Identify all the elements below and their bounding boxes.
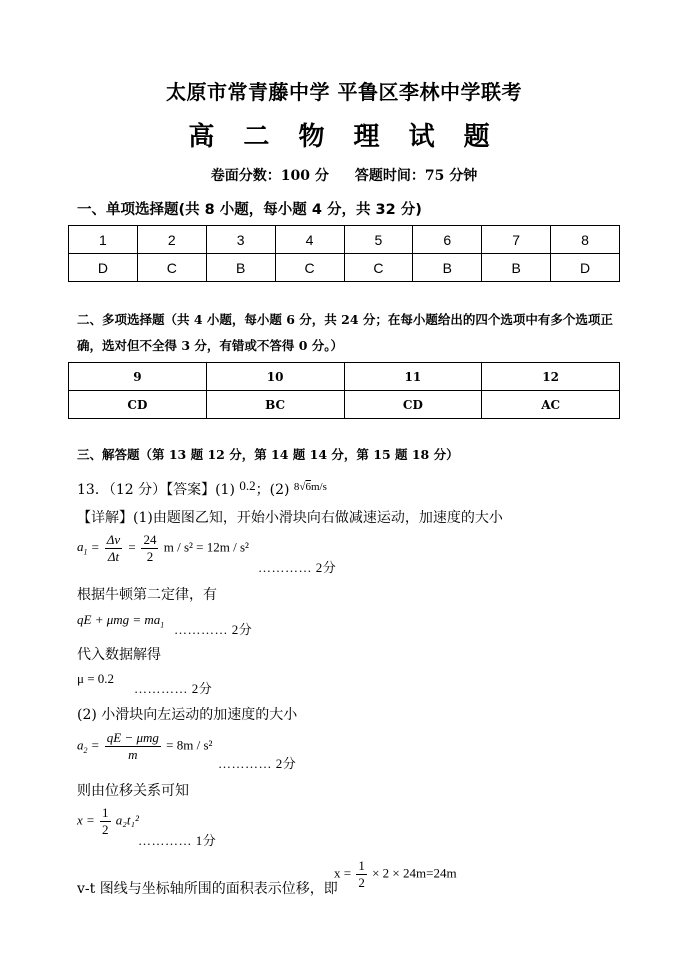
section2-heading: 二、多项选择题（共 4 小题，每小题 6 分，共 24 分；在每小题给出的四个选项中有多个选项正确，选对但不全得 3 分，有错或不答得 0 分。） (77, 312, 613, 353)
q13-answer-1: 0.2 (239, 478, 256, 493)
q13-answer-2 (294, 481, 327, 493)
table-cell: 2 (137, 226, 206, 254)
table-cell: 9 (69, 363, 207, 391)
fraction-dv-dt (105, 532, 122, 565)
substitute-text: 代入数据解得 (77, 647, 161, 663)
eq-rest: × 2 × 24m=24m (372, 865, 457, 881)
table-cell: B (482, 254, 551, 282)
newton-text: 根据牛顿第二定律，有 (77, 587, 217, 603)
table-cell: 1 (69, 226, 138, 254)
exam-meta (0, 165, 688, 185)
frac-numerator: 24 (143, 532, 157, 547)
equation-newton: qE + $\mu mg = ma_1$ (77, 612, 165, 630)
section3-heading: 三、解答题（第 13 题 12 分，第 14 题 14 分，第 15 题 18 分） (77, 447, 459, 462)
score-mark: ………… 1分 (138, 833, 217, 848)
exam-title: 太原市常青藤中学 平鲁区李林中学联考 (166, 80, 522, 104)
frac-numerator: 1 (358, 858, 365, 873)
table-cell: 6 (413, 226, 482, 254)
table-cell: C (137, 254, 206, 282)
sqrt-symbol: √ (299, 481, 306, 493)
eq-lhs: $a_1$ (77, 539, 88, 558)
frac-denominator: 2 (102, 822, 109, 837)
q13-mid: ；(2) (255, 482, 290, 498)
section1-heading: 一、单项选择题(共 8 小题，每小题 4 分，共 32 分) (77, 202, 422, 218)
eq-rest: a₂t₁² (115, 812, 139, 828)
frac-numerator: 1 (102, 805, 109, 820)
equation-mu: μ = 0.2 (77, 671, 115, 686)
answer-2-unit: m/s (310, 481, 327, 493)
eq-rest: = 8m / s² (166, 737, 213, 753)
vt-text: v-t 图线与坐标轴所围的面积表示位移，即 (77, 881, 338, 897)
table-cell: 4 (275, 226, 344, 254)
table-cell: D (551, 254, 620, 282)
equation-area (334, 858, 457, 891)
multi-choice-answer-table (68, 362, 620, 419)
frac-denominator: 2 (146, 549, 154, 564)
eq-rest: m / s² = 12m / s² (163, 539, 249, 555)
exam-subtitle: 高 二 物 理 试 题 (188, 122, 500, 152)
table-cell: 10 (206, 363, 344, 391)
fraction-24-2 (141, 532, 158, 565)
score-mark: ………… 2分 (134, 681, 213, 696)
equation-acceleration-1: $a_1$ = $\frac{\Delta v}{\Delta t}$ = $\frac{24}{2}$ m / s² = 12m / s² (77, 532, 249, 564)
table-cell: AC (482, 391, 620, 419)
table-row (69, 363, 620, 391)
score-mark: ………… 2分 (174, 622, 253, 637)
single-choice-answer-table (68, 225, 620, 282)
eq-lhs: x = (334, 865, 352, 881)
table-cell: 8 (551, 226, 620, 254)
table-cell: BC (206, 391, 344, 419)
answer-2-coefficient: 8 (293, 481, 300, 493)
equation-displacement (77, 805, 139, 838)
table-row (69, 226, 620, 254)
table-row (69, 391, 620, 419)
q13-prefix: 13．（12 分）【答案】(1) (77, 482, 235, 498)
table-cell: C (344, 254, 413, 282)
time-info: 答题时间：75 分钟 (354, 168, 478, 184)
frac-denominator: Δt (107, 549, 120, 564)
frac-numerator: qE − μmg (106, 730, 159, 745)
table-cell: B (206, 254, 275, 282)
part2-text: (2) 小滑块向左运动的加速度的大小 (77, 707, 298, 723)
table-cell: CD (69, 391, 207, 419)
score-mark: ………… 2分 (218, 756, 297, 771)
detail-text: 【详解】(1)由题图乙知，开始小滑块向右做减速运动，加速度的大小 (77, 510, 503, 526)
table-cell: B (413, 254, 482, 282)
equation-acceleration-2: $a_2$ = $\frac{\text{qE − μmg}}{m}$ = 8m / s² (77, 730, 213, 762)
score-mark: ………… 2分 (258, 560, 337, 575)
fraction-force-mass (105, 730, 161, 763)
table-row (69, 254, 620, 282)
score-info: 卷面分数：100 分 (210, 168, 329, 184)
table-cell: 3 (206, 226, 275, 254)
table-cell: CD (344, 391, 482, 419)
q13-answer-line (77, 478, 327, 499)
table-cell: 7 (482, 226, 551, 254)
displacement-text: 则由位移关系可知 (77, 783, 189, 799)
eq-lhs: x = (77, 812, 95, 828)
table-cell: D (69, 254, 138, 282)
answer-2-radicand: 6 (305, 481, 311, 493)
frac-numerator: Δv (106, 532, 121, 547)
fraction-half (100, 805, 111, 838)
frac-denominator: m (128, 747, 138, 762)
table-cell: 12 (482, 363, 620, 391)
frac-denominator: 2 (358, 875, 365, 890)
table-cell: C (275, 254, 344, 282)
table-cell: 5 (344, 226, 413, 254)
table-cell: 11 (344, 363, 482, 391)
fraction-half (356, 858, 367, 891)
